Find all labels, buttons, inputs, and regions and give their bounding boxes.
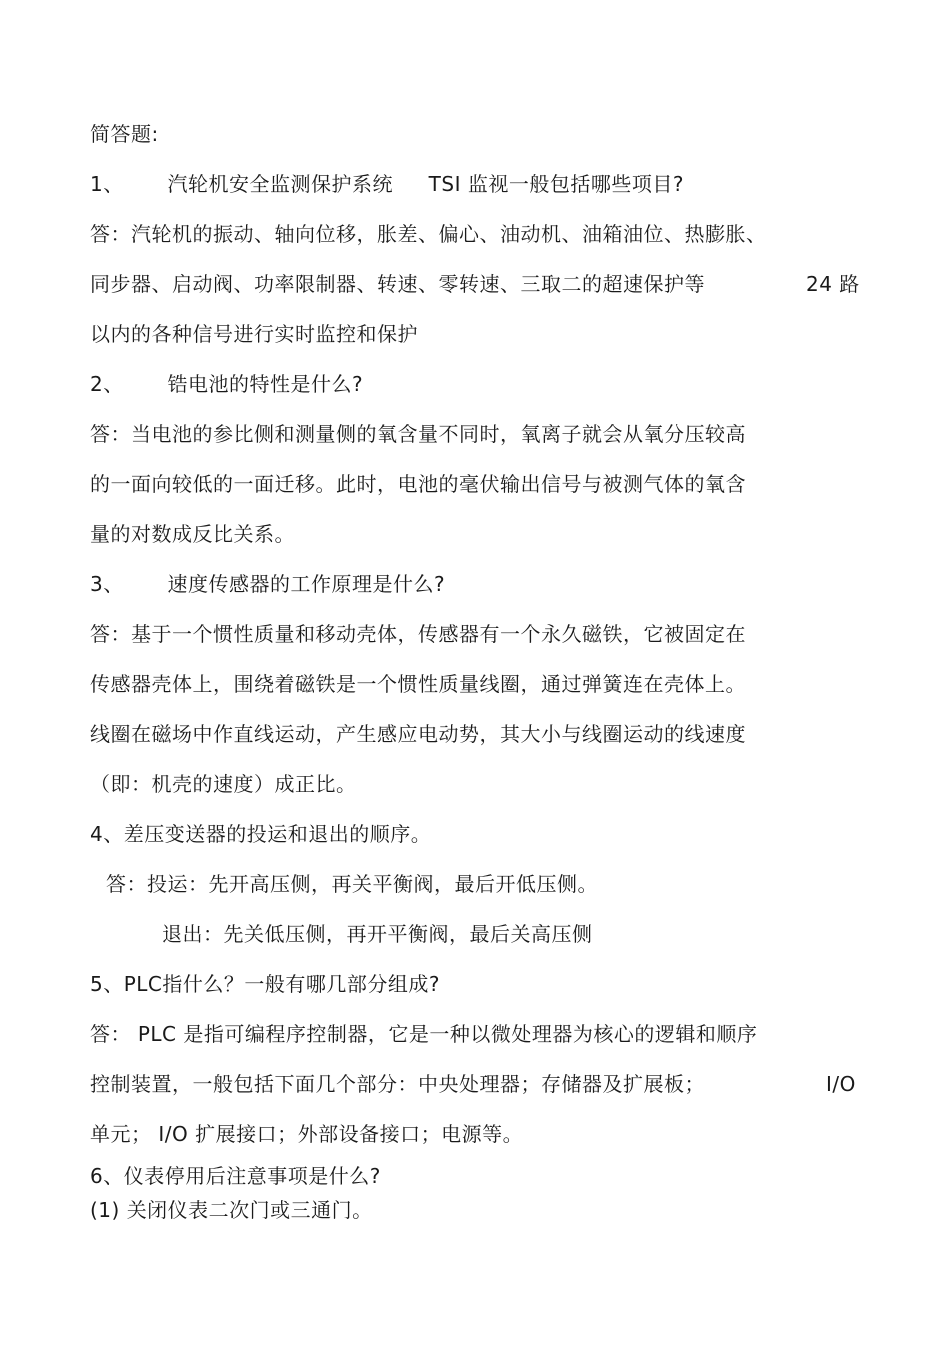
answer-1-line-3: 以内的各种信号进行实时监控和保护 <box>90 322 418 346</box>
question-3 <box>90 571 445 597</box>
answer-1-line-2: 同步器、启动阀、功率限制器、转速、零转速、三取二的超速保护等 <box>90 272 705 296</box>
answer-3-line-2: 传感器壳体上，围绕着磁铁是一个惯性质量线圈，通过弹簧连在壳体上。 <box>90 672 746 696</box>
question-1 <box>90 171 684 197</box>
answer-2-line-1: 答：当电池的参比侧和测量侧的氧含量不同时，氧离子就会从氧分压较高 <box>90 422 746 446</box>
answer-4-line-2: 退出：先关低压侧，再开平衡阀，最后关高压侧 <box>162 922 593 946</box>
answer-5-line-1: 答： PLC 是指可编程序控制器，它是一种以微处理器为核心的逻辑和顺序 <box>90 1022 758 1046</box>
question-1-text-b: TSI 监视一般包括哪些项目? <box>428 172 684 196</box>
answer-5-line-2: 控制装置，一般包括下面几个部分：中央处理器；存储器及扩展板； <box>90 1072 705 1096</box>
answer-6-item-1: (1) 关闭仪表二次门或三通门。 <box>90 1198 373 1222</box>
answer-3-line-4: （即：机壳的速度）成正比。 <box>90 772 357 796</box>
question-1-text-a: 汽轮机安全监测保护系统 <box>167 172 393 196</box>
answer-1-line-2-tail: 24 路 <box>806 272 860 296</box>
question-2 <box>90 371 363 397</box>
question-2-text: 锆电池的特性是什么? <box>167 372 364 396</box>
answer-5-line-3: 单元； I/O 扩展接口；外部设备接口；电源等。 <box>90 1122 524 1146</box>
answer-2-line-3: 量的对数成反比关系。 <box>90 522 295 546</box>
section-heading: 简答题: <box>90 122 159 146</box>
question-1-number: 1、 <box>90 172 124 196</box>
answer-3-line-3: 线圈在磁场中作直线运动，产生感应电动势，其大小与线圈运动的线速度 <box>90 722 746 746</box>
question-5: 5、PLC指什么？一般有哪几部分组成? <box>90 972 441 996</box>
question-3-text: 速度传感器的工作原理是什么? <box>167 572 446 596</box>
question-2-number: 2、 <box>90 372 124 396</box>
answer-4-line-1: 答：投运：先开高压侧，再关平衡阀，最后开低压侧。 <box>106 872 598 896</box>
question-4: 4、差压变送器的投运和退出的顺序。 <box>90 822 432 846</box>
answer-2-line-2: 的一面向较低的一面迁移。此时，电池的毫伏输出信号与被测气体的氧含 <box>90 472 746 496</box>
answer-1-line-1: 答：汽轮机的振动、轴向位移，胀差、偏心、油动机、油箱油位、热膨胀、 <box>90 222 767 246</box>
question-3-number: 3、 <box>90 572 124 596</box>
question-6: 6、仪表停用后注意事项是什么? <box>90 1164 381 1188</box>
answer-5-line-2-tail: I/O <box>826 1072 856 1096</box>
answer-3-line-1: 答：基于一个惯性质量和移动壳体，传感器有一个永久磁铁，它被固定在 <box>90 622 746 646</box>
